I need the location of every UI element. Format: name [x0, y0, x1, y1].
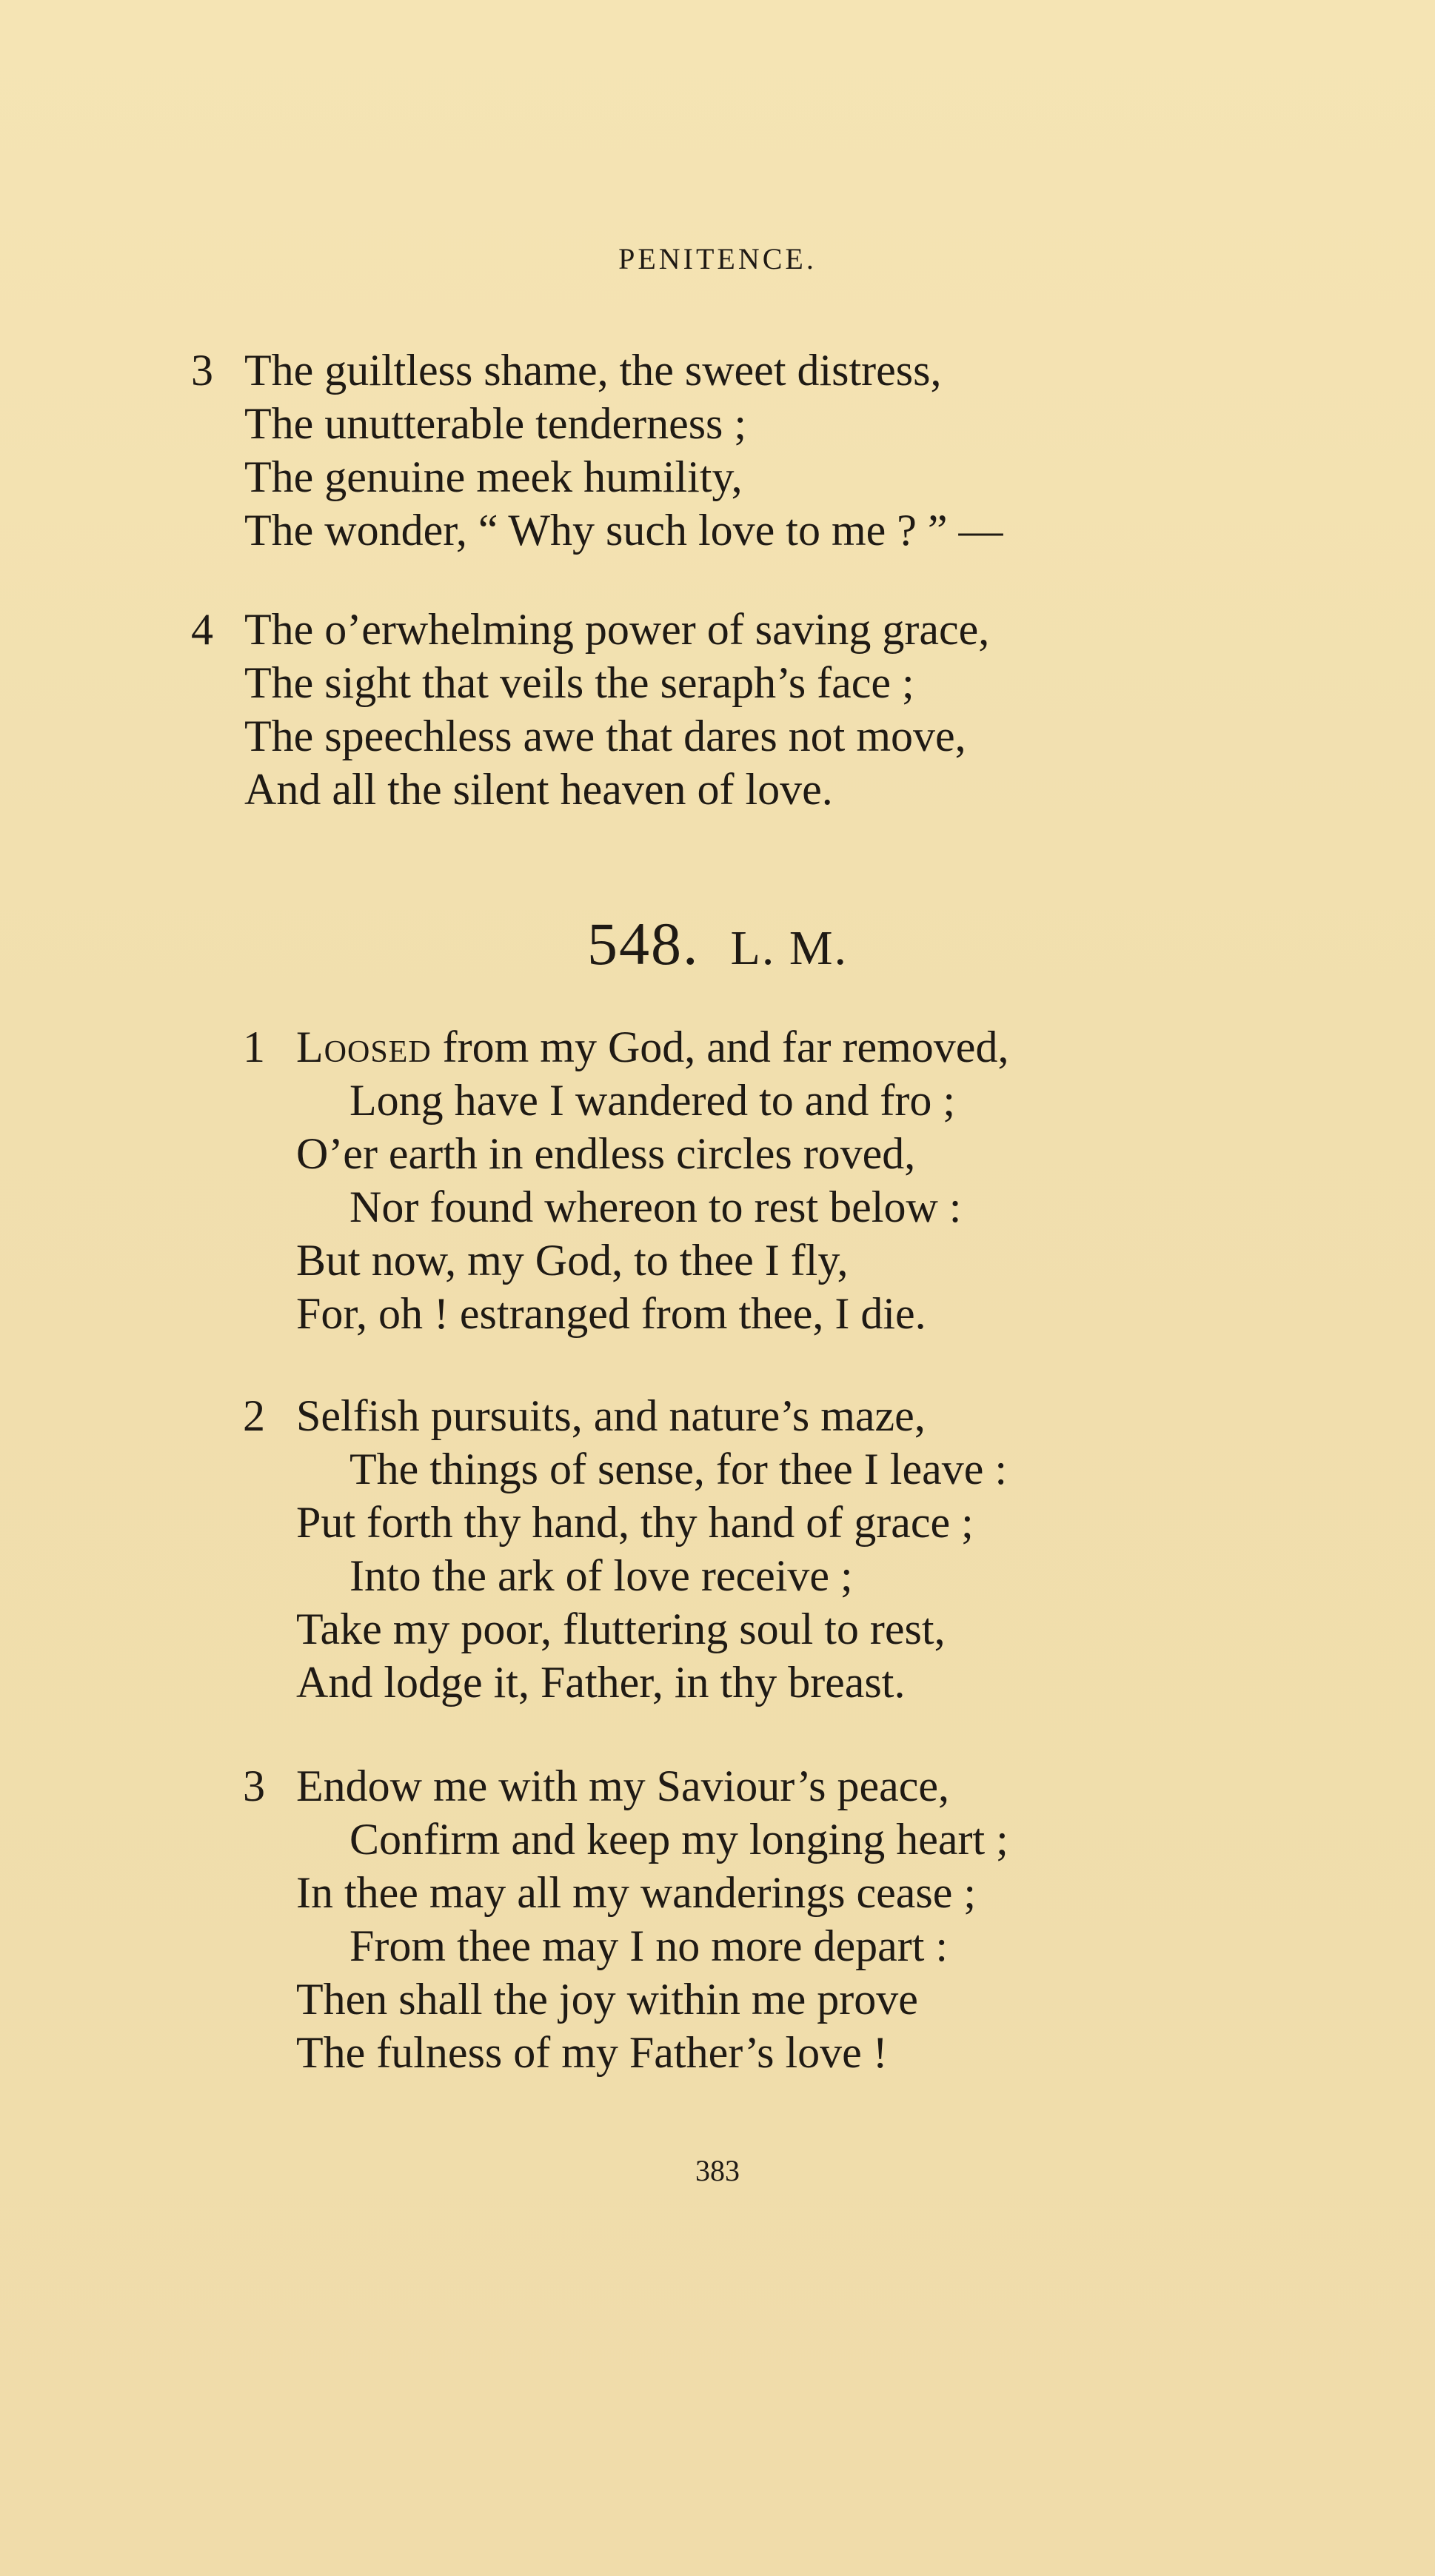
verse-line: Put forth thy hand, thy hand of grace ;	[296, 1498, 974, 1547]
hymn-stanza-2	[243, 1389, 1007, 1709]
verse-line: 1 Loosed from my God, and far removed,	[243, 1020, 1008, 1074]
stanza-number: 3	[191, 346, 213, 395]
verse-line: From thee may I no more depart :	[349, 1921, 949, 1970]
verse-line: For, oh ! estranged from thee, I die.	[296, 1289, 926, 1338]
stanza-number: 2	[243, 1391, 265, 1440]
verse-line: The genuine meek humility,	[244, 452, 743, 501]
verse-line: And lodge it, Father, in thy breast.	[296, 1658, 906, 1707]
opening-word: Loosed	[296, 1023, 432, 1071]
verse-line: Long have I wandered to and fro ;	[349, 1076, 956, 1125]
verse-line: Nor found whereon to rest below :	[349, 1182, 962, 1231]
verse-line: Then shall the joy within me prove	[296, 1975, 918, 2024]
verse-line: O’er earth in endless circles roved,	[296, 1129, 916, 1178]
stanza-number: 4	[191, 605, 213, 654]
verse-line: 4 The o’erwhelming power of saving grace,	[191, 603, 989, 656]
verse-line: The wonder, “ Why such love to me ? ” —	[244, 506, 1003, 555]
verse-line: The fulness of my Father’s love !	[296, 2028, 888, 2077]
hymn-stanza-3	[243, 1759, 1008, 2079]
verse-line: Take my poor, fluttering soul to rest,	[296, 1605, 946, 1653]
stanza-number: 1	[243, 1023, 265, 1071]
verse-line: In thee may all my wanderings cease ;	[296, 1868, 976, 1917]
verse-line: The sight that veils the seraph’s face ;	[244, 658, 914, 707]
stanza-number: 3	[243, 1762, 265, 1810]
verse-line: The things of sense, for thee I leave :	[349, 1445, 1008, 1493]
page-number: 383	[695, 2154, 740, 2187]
hymn-stanza-1	[243, 1020, 1008, 1340]
verse-line: The unutterable tenderness ;	[244, 399, 747, 448]
verse-line: 3 Endow me with my Saviour’s peace,	[243, 1759, 1008, 1813]
verse-line: The speechless awe that dares not move,	[244, 712, 966, 760]
hymn-heading	[0, 909, 1435, 979]
verse-line: 2 Selfish pursuits, and nature’s maze,	[243, 1389, 1007, 1442]
hymn-number: 548.	[587, 910, 700, 977]
verse-line: But now, my God, to thee I fly,	[296, 1236, 849, 1285]
verse-line: Into the ark of love receive ;	[349, 1551, 853, 1600]
verse-line: And all the silent heaven of love.	[244, 765, 833, 814]
running-head: PENITENCE.	[618, 242, 817, 275]
verse-line: 3 The guiltless shame, the sweet distress,	[191, 344, 1003, 397]
hymn-meter: L. M.	[730, 921, 848, 975]
prev-hymn-stanza-3	[191, 344, 1003, 557]
verse-line: Confirm and keep my longing heart ;	[349, 1815, 1008, 1864]
prev-hymn-stanza-4	[191, 603, 989, 816]
